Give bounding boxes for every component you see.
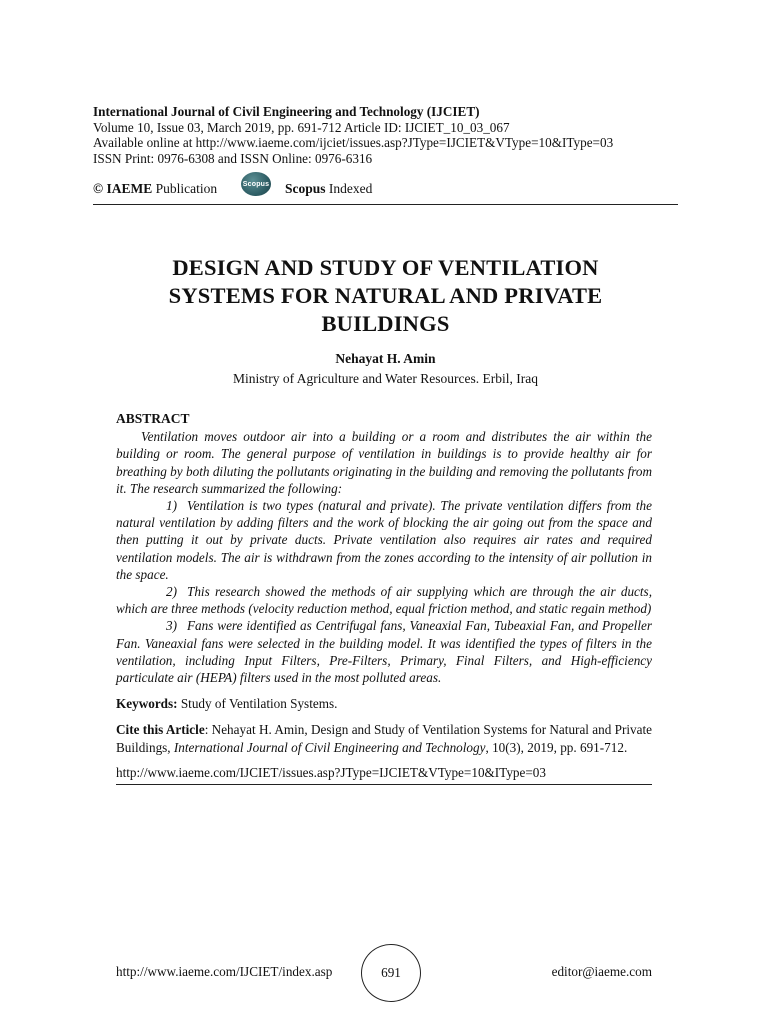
- abstract-section: [116, 410, 652, 785]
- title-line-1: DESIGN AND STUDY OF VENTILATION: [172, 255, 599, 280]
- author-name: Nehayat H. Amin: [335, 351, 436, 366]
- journal-name: International Journal of Civil Engineering and Technology (IJCIET): [93, 104, 480, 119]
- publisher-credit: [93, 181, 217, 197]
- publication-row: [93, 172, 678, 202]
- title-line-2: SYSTEMS FOR NATURAL AND PRIVATE: [168, 283, 603, 308]
- article-url-link[interactable]: http://www.iaeme.com/IJCIET/issues.asp?JType=IJCIET&VType=10&IType=03: [116, 764, 652, 785]
- scopus-logo: Scopus: [241, 172, 271, 196]
- scopus-bold: Scopus: [285, 181, 326, 196]
- copyright-symbol: ©: [93, 181, 104, 196]
- paper-title: [93, 254, 678, 338]
- issn-line: ISSN Print: 0976-6308 and ISSN Online: 0976-6316: [93, 150, 373, 166]
- abstract-item-2: [116, 583, 652, 617]
- publisher-name: IAEME: [106, 181, 153, 196]
- footer-email-link[interactable]: editor@iaeme.com: [551, 964, 652, 979]
- header-divider: [93, 204, 678, 205]
- keywords-value: Study of Ventilation Systems.: [180, 696, 338, 712]
- abstract-intro: Ventilation moves outdoor air into a building or a room and distributes the air within the building or room. The general purpose of ventilation in buildings is to provide healthy air for breathing by both diluting the pollutants originating in the building and removing the pollutants from it. The research summarized the following:: [116, 429, 652, 496]
- item-text: Ventilation is two types (natural and private). The private ventilation differs from the natural ventilation by adding filters and the work of blocking the air going out from the space and then putting it out by private ducts. Private ventilation also requires air rates and required ventilation models. The air is withdrawn from the zones according to the intensity of air pollution in the space.: [116, 498, 652, 582]
- cite-text-after: , 10(3), 2019, pp. 691-712.: [485, 739, 628, 755]
- cite-label: Cite this Article: [116, 722, 205, 738]
- author-affiliation: Ministry of Agriculture and Water Resources. Erbil, Iraq: [233, 371, 538, 386]
- item-text: This research showed the methods of air supplying which are through the air ducts, which are three methods (velocity reduction method, equal friction method, and static regain method): [116, 584, 652, 617]
- item-number: 3): [166, 618, 177, 634]
- keywords: [116, 695, 652, 712]
- abstract-item-1: [116, 497, 652, 583]
- item-number: 1): [166, 498, 177, 514]
- volume-line: Volume 10, Issue 03, March 2019, pp. 691-712 Article ID: IJCIET_10_03_067: [93, 119, 510, 135]
- indexed-word: Indexed: [328, 181, 373, 196]
- cite-journal: International Journal of Civil Engineering and Technology: [173, 739, 486, 755]
- journal-header: [93, 104, 683, 166]
- cite-this-article: [116, 721, 652, 755]
- cite-colon: :: [204, 722, 209, 738]
- scopus-indexed: [285, 181, 372, 197]
- page-number: 691: [361, 944, 421, 1002]
- abstract-heading: ABSTRACT: [116, 411, 190, 426]
- item-number: 2): [166, 584, 177, 600]
- item-text: Fans were identified as Centrifugal fans, Vaneaxial Fan, Tubeaxial Fan, and Propeller Fan. Vaneaxial fans were selected in the building model. It was identified the types of filters in the ventilation, including Input Filters, Pre-Filters, Primary, Final Filters, and High-efficiency particulate air (HEPA) filters used in the most polluted areas.: [116, 618, 652, 686]
- abstract-item-3: [116, 617, 652, 686]
- keywords-label: Keywords:: [116, 696, 178, 712]
- footer-url-link[interactable]: http://www.iaeme.com/IJCIET/index.asp: [116, 964, 333, 979]
- title-line-3: BUILDINGS: [321, 311, 450, 336]
- cite-text-before: Nehayat H. Amin, Design and Study of Ventilation Systems for Natural and Private Buildings,: [116, 722, 652, 755]
- publication-word: Publication: [155, 181, 218, 196]
- available-online-line: Available online at http://www.iaeme.com/ijciet/issues.asp?JType=IJCIET&VType=10&IType=03: [93, 135, 614, 150]
- page-footer: [116, 944, 652, 1000]
